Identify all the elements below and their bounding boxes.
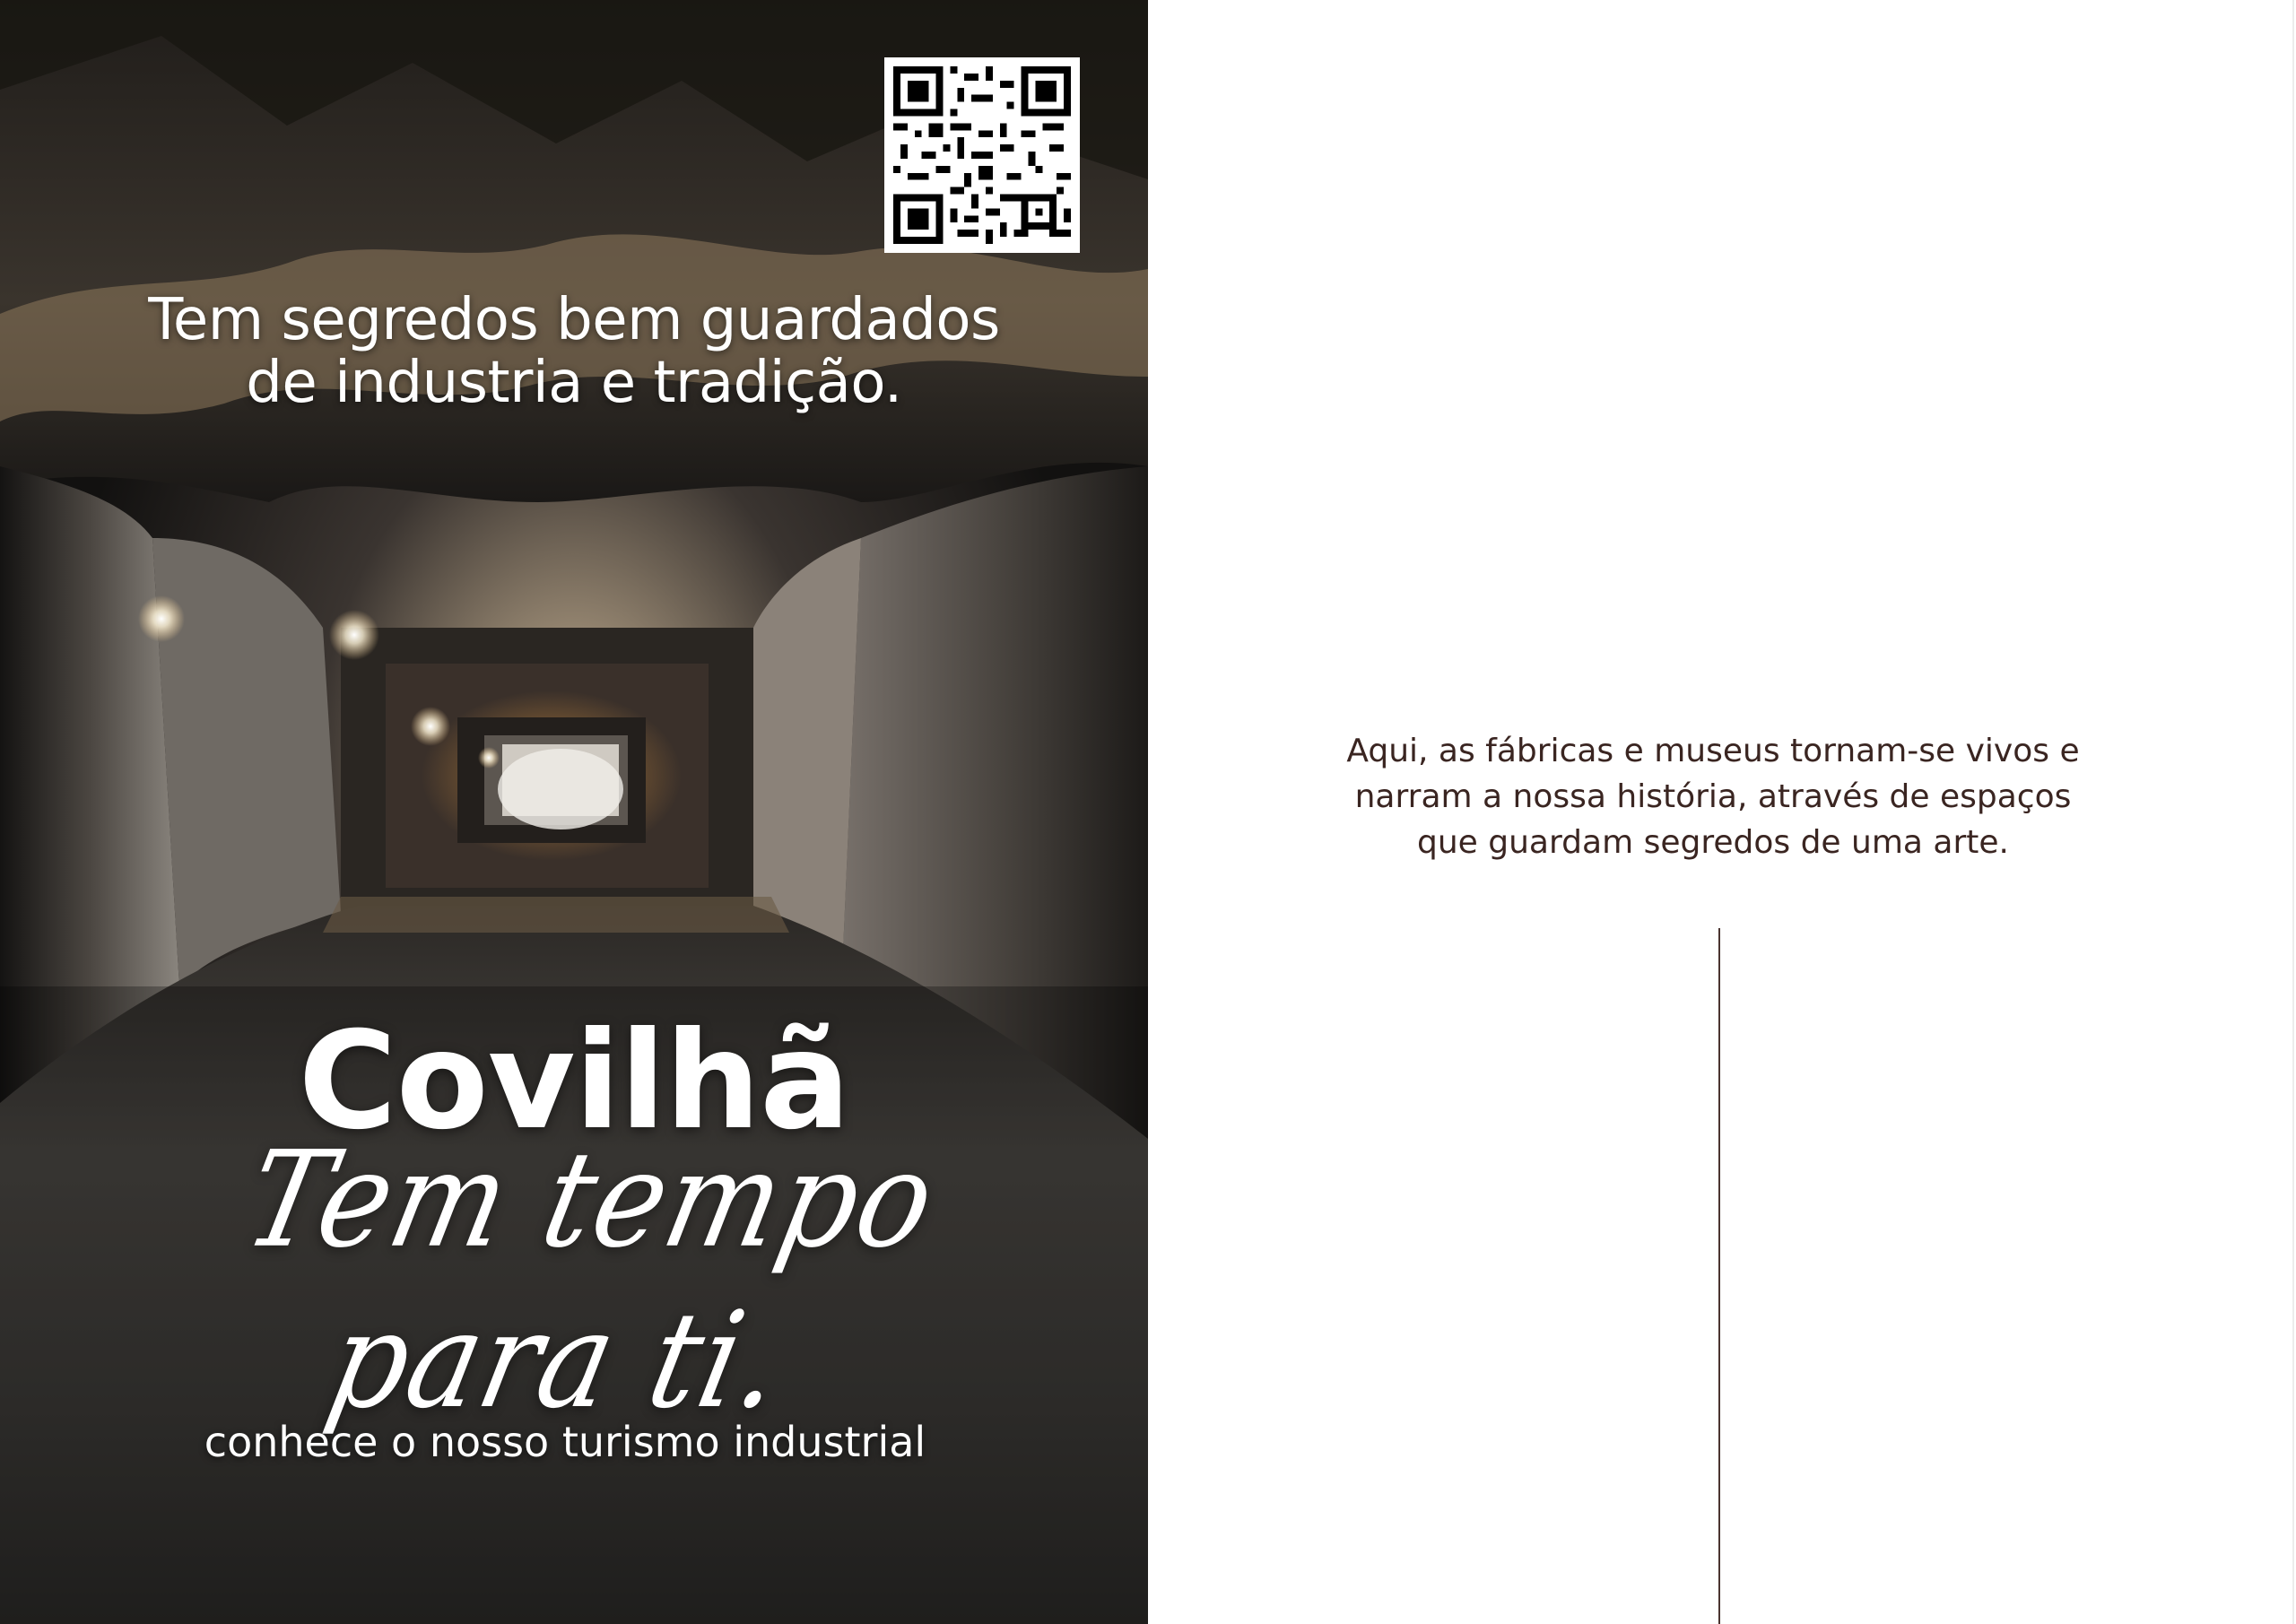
back-text-line-1: Aqui, as fábricas e museus tornam-se vivos e	[1346, 733, 2080, 769]
postcard-edge	[2292, 0, 2294, 1624]
back-text-line-3: que guardam segredos de uma arte.	[1417, 824, 2009, 861]
tagline	[72, 289, 1076, 414]
city-title: Covilhã	[298, 1003, 850, 1159]
tagline-line-2: de industria e tradição.	[246, 350, 902, 416]
slogan: Tem tempo para ti.	[233, 1123, 950, 1438]
back-text-line-2: narram a nossa história, através de espaços	[1354, 778, 2072, 815]
back-description	[1238, 728, 2188, 865]
tagline-line-1: Tem segredos bem guardados	[148, 287, 1000, 353]
qr-code-icon[interactable]	[884, 57, 1080, 253]
discover-caption: conhece o nosso turismo industrial	[204, 1418, 926, 1466]
address-divider	[1718, 928, 1720, 1624]
